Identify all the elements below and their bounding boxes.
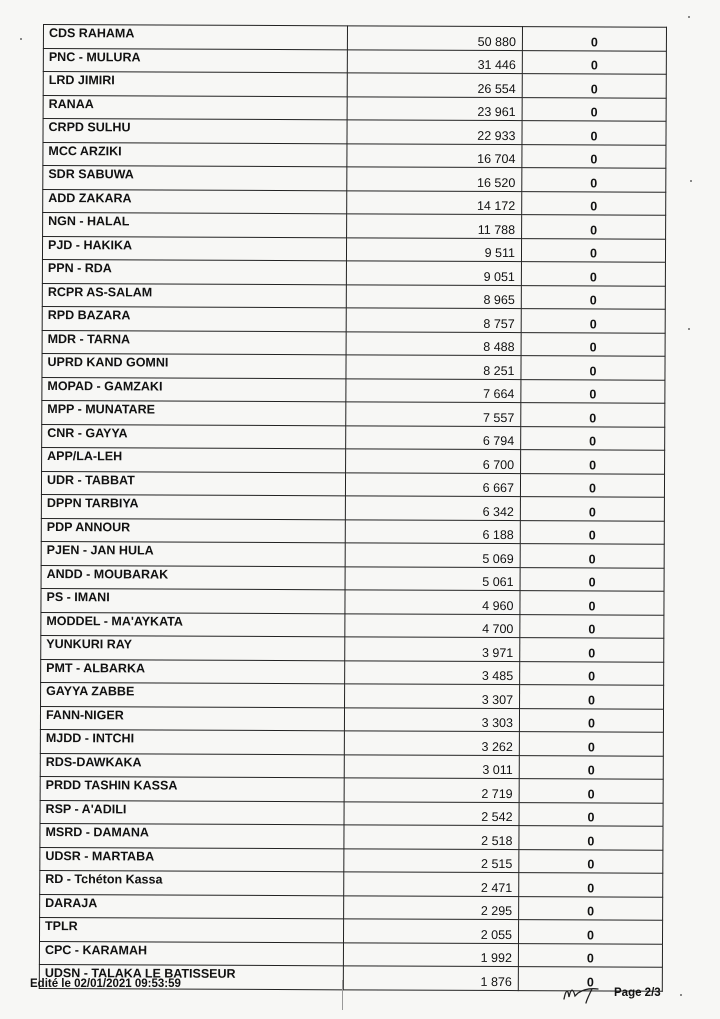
party-name-cell: MJDD - INTCHI xyxy=(40,729,344,754)
table-row xyxy=(40,800,663,826)
seats-cell: 0 xyxy=(519,708,663,732)
seats-cell: 0 xyxy=(522,121,666,145)
votes-cell: 5 061 xyxy=(345,566,520,590)
votes-cell: 2 471 xyxy=(344,872,519,896)
seats-cell: 0 xyxy=(519,755,663,779)
votes-cell: 4 960 xyxy=(345,590,520,614)
party-name-cell: GAYYA ZABBE xyxy=(41,682,345,707)
party-name-cell: LRD JIMIRI xyxy=(43,72,347,97)
seats-cell: 0 xyxy=(520,614,664,638)
seats-cell: 0 xyxy=(522,144,666,168)
table-row xyxy=(43,189,666,215)
party-name-cell: CPC - KARAMAH xyxy=(39,941,343,966)
table-row xyxy=(41,588,664,614)
votes-cell: 3 971 xyxy=(345,637,520,661)
table-row xyxy=(41,565,664,591)
party-name-cell: CDS RAHAMA xyxy=(43,25,347,50)
scan-speck xyxy=(690,180,692,182)
party-name-cell: RD - Tchéton Kassa xyxy=(40,870,344,895)
table-row xyxy=(41,635,664,661)
table-row xyxy=(43,48,666,74)
seats-cell: 0 xyxy=(520,638,664,662)
table-row xyxy=(43,166,666,192)
votes-cell: 5 069 xyxy=(345,543,520,567)
seats-cell: 0 xyxy=(521,450,665,474)
party-name-cell: FANN-NIGER xyxy=(40,706,344,731)
table-row xyxy=(40,753,663,779)
party-name-cell: PJEN - JAN HULA xyxy=(41,541,345,566)
seats-cell: 0 xyxy=(521,332,665,356)
party-name-cell: MOPAD - GAMZAKI xyxy=(42,377,346,402)
party-name-cell: UDSR - MARTABA xyxy=(40,847,344,872)
votes-cell: 23 961 xyxy=(347,96,522,120)
party-name-cell: UDSN - TALAKA LE BATISSEUR xyxy=(39,964,343,989)
table-row xyxy=(42,353,665,379)
party-name-cell: PMT - ALBARKA xyxy=(41,659,345,684)
table-row xyxy=(41,471,664,497)
seats-cell: 0 xyxy=(520,591,664,615)
seats-cell: 0 xyxy=(518,967,662,991)
table-row xyxy=(39,941,662,967)
results-table-body xyxy=(39,25,666,991)
party-name-cell: YUNKURI RAY xyxy=(41,635,345,660)
votes-cell: 6 188 xyxy=(345,519,520,543)
table-row xyxy=(43,213,666,239)
votes-cell: 8 757 xyxy=(346,308,521,332)
table-row xyxy=(40,706,663,732)
seats-cell: 0 xyxy=(519,779,663,803)
votes-cell: 1 876 xyxy=(343,966,518,990)
party-name-cell: NGN - HALAL xyxy=(43,213,347,238)
party-name-cell: APP/LA-LEH xyxy=(42,447,346,472)
handwritten-initials xyxy=(562,983,602,1005)
seats-cell: 0 xyxy=(521,426,665,450)
votes-cell: 8 965 xyxy=(346,284,521,308)
votes-cell: 11 788 xyxy=(347,214,522,238)
table-row xyxy=(43,72,666,98)
party-name-cell: TPLR xyxy=(39,917,343,942)
party-name-cell: MPP - MUNATARE xyxy=(42,400,346,425)
party-name-cell: RSP - A'ADILI xyxy=(40,800,344,825)
table-row xyxy=(40,823,663,849)
seats-cell: 0 xyxy=(521,262,665,286)
seats-cell: 0 xyxy=(519,896,663,920)
party-name-cell: UDR - TABBAT xyxy=(41,471,345,496)
seats-cell: 0 xyxy=(522,215,666,239)
table-row xyxy=(40,870,663,896)
party-name-cell: CRPD SULHU xyxy=(43,119,347,144)
votes-cell: 50 880 xyxy=(347,26,522,50)
seats-cell: 0 xyxy=(521,238,665,262)
table-row xyxy=(42,283,665,309)
votes-cell: 9 051 xyxy=(346,261,521,285)
votes-cell: 3 262 xyxy=(344,731,519,755)
table-row xyxy=(42,400,665,426)
votes-cell: 2 518 xyxy=(344,825,519,849)
party-name-cell: ANDD - MOUBARAK xyxy=(41,565,345,590)
table-row xyxy=(41,494,664,520)
scan-speck xyxy=(688,328,690,330)
seats-cell: 0 xyxy=(519,802,663,826)
votes-cell: 16 520 xyxy=(347,167,522,191)
votes-cell: 1 992 xyxy=(343,942,518,966)
votes-cell: 3 011 xyxy=(344,754,519,778)
votes-cell: 3 307 xyxy=(345,684,520,708)
seats-cell: 0 xyxy=(520,520,664,544)
party-name-cell: RPD BAZARA xyxy=(42,306,346,331)
party-name-cell: UPRD KAND GOMNI xyxy=(42,353,346,378)
table-row xyxy=(42,306,665,332)
table-row xyxy=(43,142,666,168)
seats-cell: 0 xyxy=(519,732,663,756)
fold-line xyxy=(342,980,343,1010)
votes-cell: 2 515 xyxy=(344,848,519,872)
seats-cell: 0 xyxy=(521,403,665,427)
seats-cell: 0 xyxy=(521,379,665,403)
votes-cell: 6 342 xyxy=(345,496,520,520)
votes-cell: 9 511 xyxy=(346,237,521,261)
party-name-cell: SDR SABUWA xyxy=(43,166,347,191)
votes-cell: 7 557 xyxy=(346,402,521,426)
seats-cell: 0 xyxy=(518,920,662,944)
votes-cell: 31 446 xyxy=(347,49,522,73)
scan-speck xyxy=(20,38,22,40)
table-row xyxy=(42,330,665,356)
seats-cell: 0 xyxy=(520,661,664,685)
table-row xyxy=(41,682,664,708)
votes-cell: 2 055 xyxy=(343,919,518,943)
votes-cell: 2 719 xyxy=(344,778,519,802)
seats-cell: 0 xyxy=(520,473,664,497)
scan-speck xyxy=(680,994,682,996)
scan-speck xyxy=(688,16,690,18)
seats-cell: 0 xyxy=(521,309,665,333)
table-row xyxy=(43,119,666,145)
table-row xyxy=(41,518,664,544)
seats-cell: 0 xyxy=(522,97,666,121)
votes-cell: 8 251 xyxy=(346,355,521,379)
party-name-cell: PPN - RDA xyxy=(42,259,346,284)
table-row xyxy=(40,729,663,755)
party-name-cell: PJD - HAKIKA xyxy=(42,236,346,261)
seats-cell: 0 xyxy=(522,27,666,51)
table-row xyxy=(42,424,665,450)
seats-cell: 0 xyxy=(522,74,666,98)
votes-cell: 6 700 xyxy=(346,449,521,473)
seats-cell: 0 xyxy=(522,191,666,215)
table-row xyxy=(39,917,662,943)
votes-cell: 7 664 xyxy=(346,378,521,402)
edited-timestamp: Edité le 02/01/2021 09:53:59 xyxy=(30,978,181,990)
table-row xyxy=(42,236,665,262)
table-row xyxy=(40,894,663,920)
party-name-cell: PS - IMANI xyxy=(41,588,345,613)
table-row xyxy=(43,25,666,51)
votes-cell: 6 794 xyxy=(346,425,521,449)
votes-cell: 6 667 xyxy=(345,472,520,496)
party-name-cell: CNR - GAYYA xyxy=(42,424,346,449)
party-name-cell: RCPR AS-SALAM xyxy=(42,283,346,308)
votes-cell: 22 933 xyxy=(347,120,522,144)
votes-cell: 2 295 xyxy=(344,895,519,919)
seats-cell: 0 xyxy=(522,168,666,192)
votes-cell: 14 172 xyxy=(347,190,522,214)
votes-cell: 3 303 xyxy=(344,707,519,731)
party-name-cell: PRDD TASHIN KASSA xyxy=(40,776,344,801)
party-name-cell: DARAJA xyxy=(40,894,344,919)
table-row xyxy=(42,377,665,403)
seats-cell: 0 xyxy=(520,685,664,709)
table-row xyxy=(41,541,664,567)
votes-cell: 16 704 xyxy=(347,143,522,167)
votes-cell: 2 542 xyxy=(344,801,519,825)
seats-cell: 0 xyxy=(519,873,663,897)
party-name-cell: MDR - TARNA xyxy=(42,330,346,355)
party-name-cell: DPPN TARBIYA xyxy=(41,494,345,519)
table-row xyxy=(42,447,665,473)
seats-cell: 0 xyxy=(519,826,663,850)
votes-cell: 4 700 xyxy=(345,613,520,637)
page-number: Page 2/3 xyxy=(614,987,661,999)
party-name-cell: RDS-DAWKAKA xyxy=(40,753,344,778)
table-row xyxy=(41,612,664,638)
seats-cell: 0 xyxy=(518,943,662,967)
seats-cell: 0 xyxy=(521,285,665,309)
table-row xyxy=(40,847,663,873)
results-table xyxy=(39,24,667,991)
party-name-cell: MODDEL - MA'AYKATA xyxy=(41,612,345,637)
seats-cell: 0 xyxy=(520,567,664,591)
seats-cell: 0 xyxy=(521,356,665,380)
party-name-cell: PDP ANNOUR xyxy=(41,518,345,543)
party-name-cell: RANAA xyxy=(43,95,347,120)
table-row xyxy=(43,95,666,121)
votes-cell: 8 488 xyxy=(346,331,521,355)
table-row xyxy=(40,776,663,802)
party-name-cell: ADD ZAKARA xyxy=(43,189,347,214)
seats-cell: 0 xyxy=(520,497,664,521)
table-row xyxy=(42,259,665,285)
party-name-cell: PNC - MULURA xyxy=(43,48,347,73)
party-name-cell: MSRD - DAMANA xyxy=(40,823,344,848)
seats-cell: 0 xyxy=(519,849,663,873)
seats-cell: 0 xyxy=(522,50,666,74)
seats-cell: 0 xyxy=(520,544,664,568)
party-name-cell: MCC ARZIKI xyxy=(43,142,347,167)
votes-cell: 3 485 xyxy=(345,660,520,684)
votes-cell: 26 554 xyxy=(347,73,522,97)
table-row xyxy=(41,659,664,685)
